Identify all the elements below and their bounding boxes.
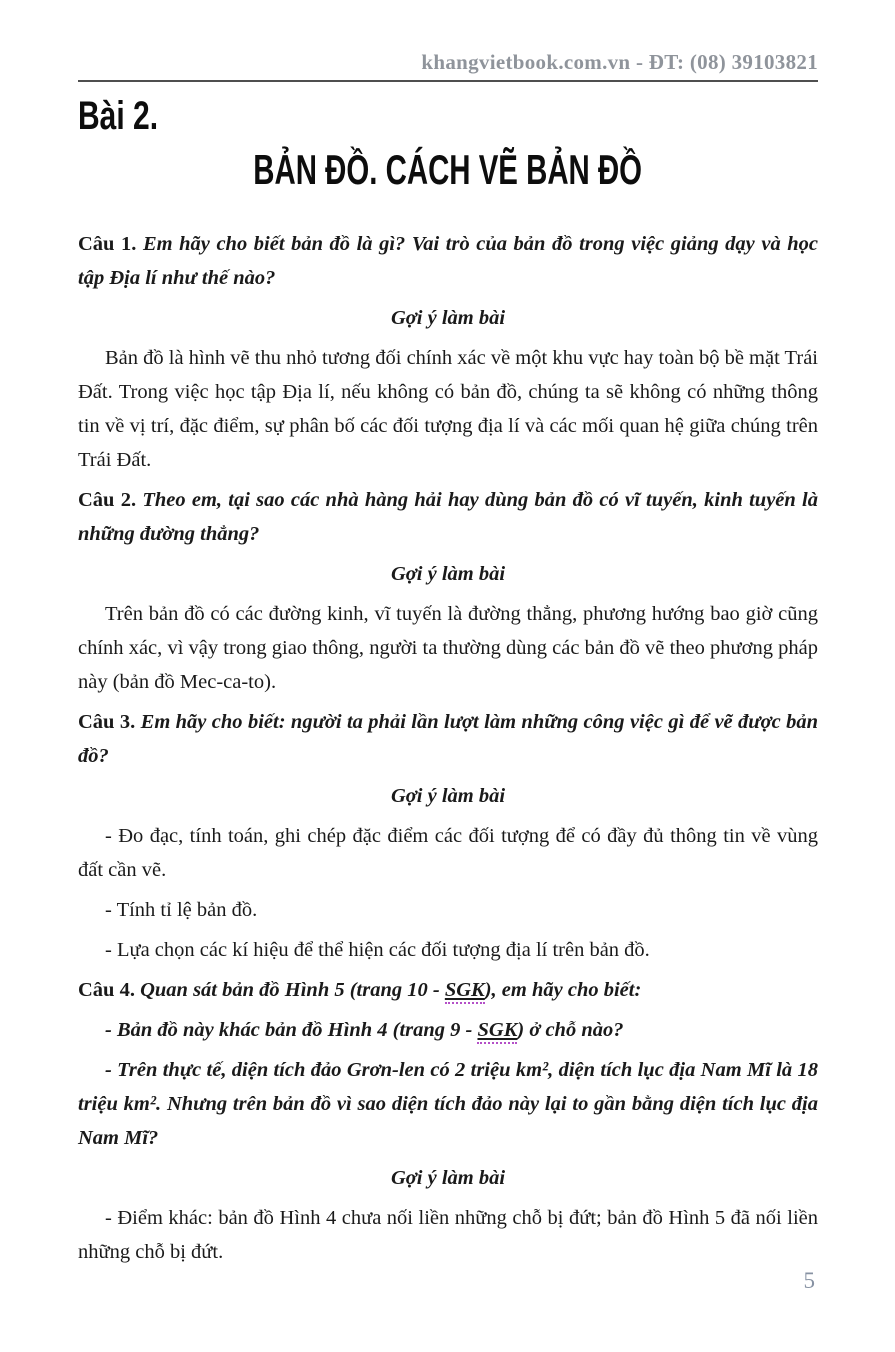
answer-paragraph-4: - Điểm khác: bản đồ Hình 4 chưa nối liền những chỗ bị đứt; bản đồ Hình 5 đã nối liền những chỗ bị đứt. — [78, 1207, 818, 1263]
hint-heading: Gợi ý làm bài — [390, 307, 506, 329]
answer-3-bullet-3: - Lựa chọn các kí hiệu để thể hiện các đối tượng địa lí trên bản đồ. — [105, 939, 650, 961]
question-2 — [78, 483, 818, 551]
lesson-title-row — [78, 147, 818, 201]
hint-heading: Gợi ý làm bài — [390, 785, 506, 807]
question-3-label: Câu 3. — [78, 711, 136, 733]
sgk-abbreviation: SGK — [445, 979, 485, 1004]
question-3-text: Em hãy cho biết: người ta phải lần lượt làm những công việc gì để vẽ được bản đồ? — [78, 711, 818, 767]
page-header — [78, 0, 818, 82]
question-4-sub-1 — [78, 1013, 818, 1047]
lesson-title: BẢN ĐỒ. CÁCH VẼ BẢN ĐỒ — [253, 146, 643, 193]
answer-paragraph-2: Trên bản đồ có các đường kinh, vĩ tuyến là đường thẳng, phương hướng bao giờ cũng chính xác, vì vậy trong giao thông, người ta thường dùng các bản đồ vẽ theo phương pháp này (bản đồ Mec-ca-to). — [78, 603, 818, 693]
question-1-text: Em hãy cho biết bản đồ là gì? Vai trò của bản đồ trong việc giảng dạy và học tập Địa lí như thế nào? — [78, 233, 818, 289]
question-4-text — [140, 979, 641, 1004]
hint-heading: Gợi ý làm bài — [390, 1167, 506, 1189]
question-1-label: Câu 1. — [78, 233, 137, 255]
question-2-label: Câu 2. — [78, 489, 137, 511]
question-1 — [78, 227, 818, 295]
hint-heading: Gợi ý làm bài — [390, 563, 506, 585]
question-4-sub-2: - Trên thực tế, diện tích đảo Grơn-len có 2 triệu km², diện tích lục địa Nam Mĩ là 18 triệu km². Nhưng trên bản đồ vì sao diện tích đảo này lại to gần bằng diện tích lục địa Nam Mĩ? — [78, 1059, 818, 1149]
lesson-number-row — [78, 94, 818, 145]
sgk-abbreviation: SGK — [477, 1019, 517, 1044]
question-4-label: Câu 4. — [78, 979, 135, 1001]
question-4-sub-1-after-sgk: ) ở chỗ nào? — [517, 1019, 624, 1041]
question-4-sub-1-before-sgk: - Bản đồ này khác bản đồ Hình 4 (trang 9 - — [105, 1019, 478, 1041]
question-4 — [78, 973, 818, 1007]
answer-paragraph-1: Bản đồ là hình vẽ thu nhỏ tương đối chính xác về một khu vực hay toàn bộ bề mặt Trái Đất. Trong việc học tập Địa lí, nếu không có bản đồ, chúng ta sẽ không có những thông tin về vị trí, đặc điểm, sự phân bố các đối tượng địa lí và các mối quan hệ giữa chúng trên Trái Đất. — [78, 347, 818, 471]
header-website-text: khangvietbook.com.vn - ĐT: (08) 39103821 — [421, 50, 818, 74]
page-number: 5 — [803, 1268, 815, 1293]
question-3 — [78, 705, 818, 773]
lesson-number: Bài 2. — [78, 94, 159, 138]
answer-3-bullet-2: - Tính tỉ lệ bản đồ. — [105, 899, 258, 921]
question-4-text-after-sgk: ), em hãy cho biết: — [484, 979, 642, 1001]
question-2-text: Theo em, tại sao các nhà hàng hải hay dùng bản đồ có vĩ tuyến, kinh tuyến là những đường thẳng? — [78, 489, 818, 545]
question-4-text-before-sgk: Quan sát bản đồ Hình 5 (trang 10 - — [140, 979, 445, 1001]
answer-3-bullet-1: - Đo đạc, tính toán, ghi chép đặc điểm các đối tượng để có đầy đủ thông tin về vùng đất cần vẽ. — [78, 825, 818, 881]
